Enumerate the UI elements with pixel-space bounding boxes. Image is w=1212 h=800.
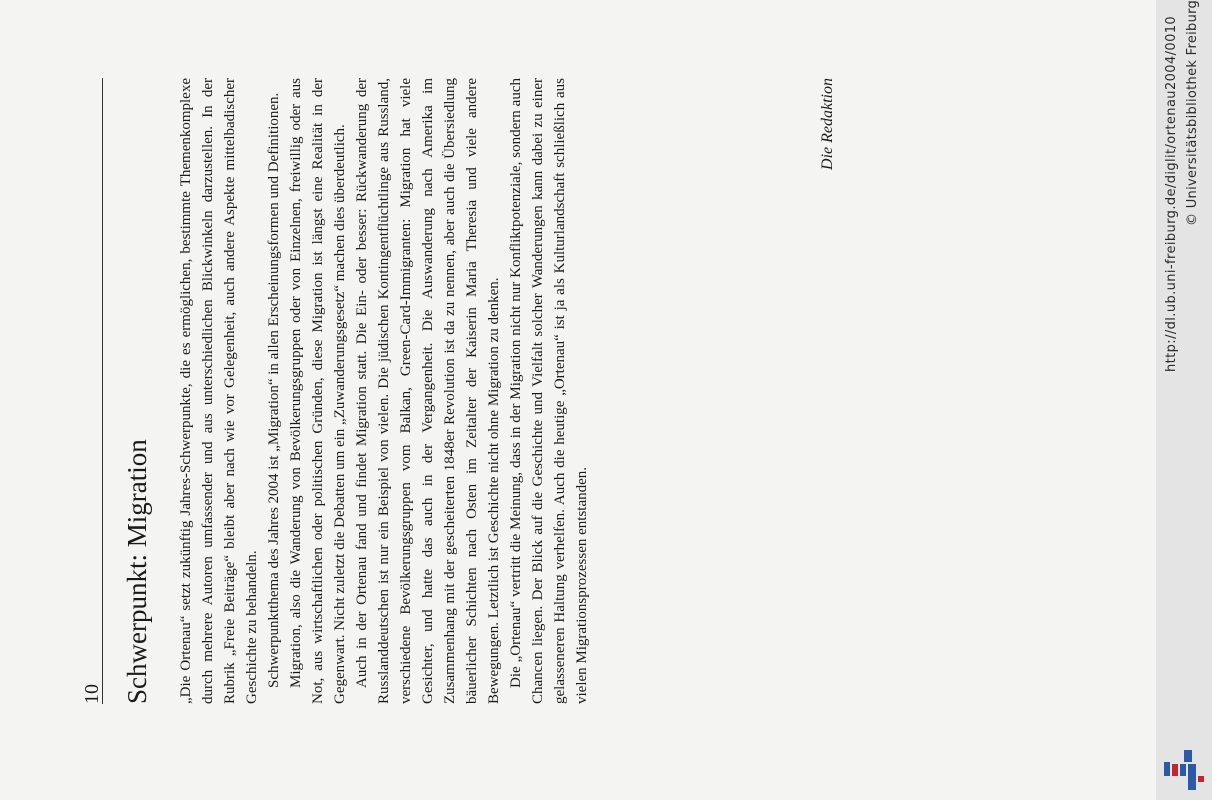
header-rule [102, 78, 103, 704]
article-paragraph: „Die Ortenau“ setzt zukünftig Jahres-Schwerpunkte, die es ermöglichen, bestimmte Themenkomplexe durch mehrere Autoren umfassender und aus unterschiedlichen Blickwinkeln darzustellen. In der Rubrik „Freie Beiträge“ bleibt aber nach wie vor Gelegenheit, auch andere Aspekte mittelbadischer Geschichte zu behandeln. [178, 78, 260, 704]
page-number: 10 [81, 684, 103, 704]
logo-bar-red-mid [1172, 764, 1178, 776]
logo-bar-blue-top [1184, 750, 1192, 762]
logo-bar-blue-center [1180, 764, 1186, 776]
section-title: Schwerpunkt: Migration [122, 439, 152, 704]
article-paragraph: Schwerpunktthema des Jahres 2004 ist „Migration“ in allen Erscheinungsformen und Definitionen. [266, 92, 282, 688]
library-sidebar [1156, 0, 1212, 800]
article-body [175, 78, 593, 704]
article-paragraph: Migration, also die Wanderung von Bevölkerungsgruppen oder von Einzelnen, freiwillig oder aus Not, aus wirtschaftlichen oder politischen Gründen, diese Migration ist längst eine Realität in der Gegenwart. Nicht zuletzt die Debatten um ein „Zuwanderungsgesetz“ machen dies überdeutlich. [288, 78, 348, 704]
article-paragraph: Auch in der Ortenau fand und findet Migration statt. Die Ein- oder besser: Rückwanderung der Russlanddeutschen ist nur ein Beispiel von vielen. Die jüdischen Kontingentflüchtlinge aus Russland, verschiedene Bevölkerungsgruppen vom Balkan, Green-Card-Immigranten: Migration hat viele Gesichter, und hatte das auch in der Vergangenheit. Die Auswanderung nach Amerika im Zusammenhang mit der gescheiterten 1848er Revolution ist da zu nennen, aber auch die Übersiedlung bäuerlicher Schichten nach Osten im Zeitalter der Kaiserin Maria Theresia und viele andere Bewegungen. Letztlich ist Geschichte nicht ohne Migration zu denken. [354, 78, 502, 704]
rotated-page-content [80, 78, 870, 704]
sidebar-rotated-text [1156, 0, 1212, 790]
source-url-link[interactable]: http://dl.ub.uni-freiburg.de/diglit/ortenau2004/0010 [1164, 15, 1179, 372]
logo-bar-blue-left [1164, 762, 1170, 776]
ub-freiburg-logo-icon [1162, 748, 1206, 792]
logo-bar-red-right [1198, 776, 1204, 782]
article-paragraph: Die „Ortenau“ vertritt die Meinung, dass in der Migration nicht nur Konfliktpotenziale, sondern auch Chancen liegen. Der Blick auf die Geschichte und Vielfalt solcher Wanderungen kann dabei zu einer gelasseneren Haltung verhelfen. Auch die heutige „Ortenau“ ist ja als Kulturlandschaft schließlich aus vielen Migrationsprozessen entstanden. [508, 78, 590, 704]
copyright-notice: © Universitätsbibliothek Freiburg [1185, 0, 1200, 226]
logo-bar-blue-bottom [1188, 764, 1196, 790]
editorial-signature: Die Redaktion [819, 78, 836, 170]
